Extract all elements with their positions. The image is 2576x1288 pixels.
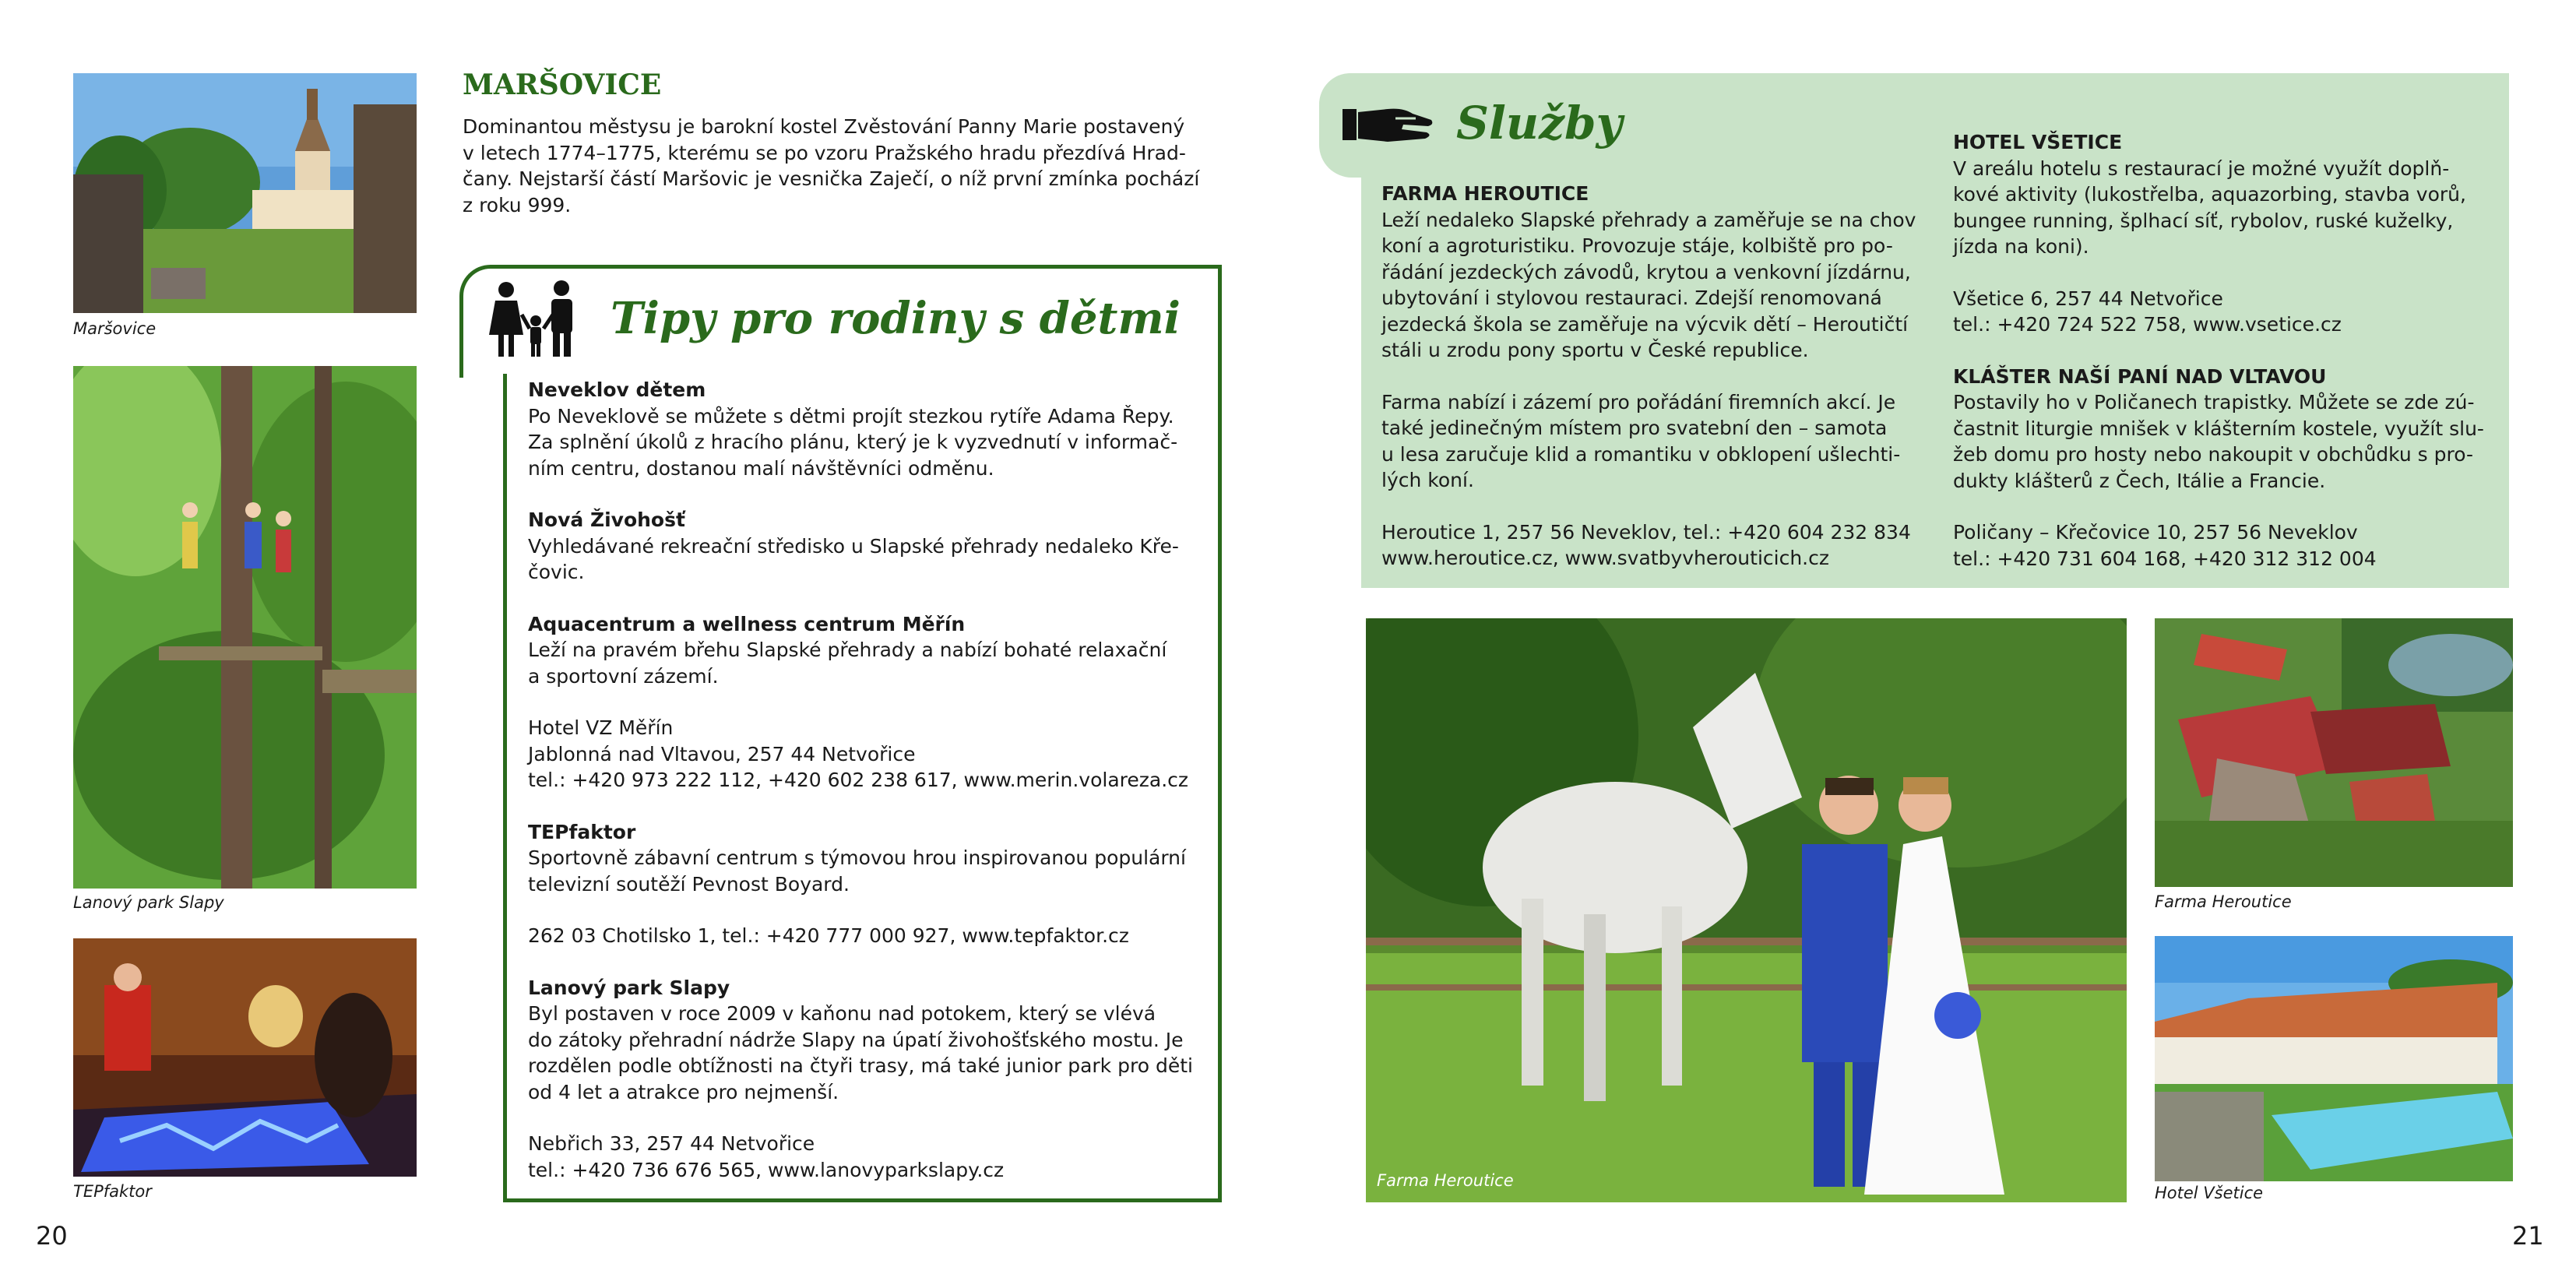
text-line: jezdecká škola se zaměřuje na výcvik dětí – Heroutičtí bbox=[1381, 312, 1909, 336]
text-line: Za splnění úkolů z hracího plánu, který je k vyzvednutí v informač- bbox=[528, 431, 1178, 453]
text-line: rozdělen podle obtížnosti na čtyři trasy, má také junior park pro děti bbox=[528, 1054, 1193, 1077]
photo-caption: Farma Heroutice bbox=[2155, 892, 2292, 911]
text-line: tel.: +420 731 604 168, +420 312 312 004 bbox=[1953, 547, 2377, 570]
entry-title: TEPfaktor bbox=[528, 820, 636, 843]
text-line: Vyhledávané rekreační středisko u Slapské přehrady nedaleko Kře- bbox=[528, 534, 1179, 558]
text-line: televizní soutěží Pevnost Boyard. bbox=[528, 872, 850, 896]
text-line: u lesa zaručuje klid a romantiku v obklopení ušlechti- bbox=[1381, 442, 1901, 466]
sluzby-entry-klaster bbox=[1953, 364, 2490, 494]
marsovice-text bbox=[463, 114, 1218, 218]
entry-title: FARMA HEROUTICE bbox=[1381, 182, 1589, 205]
page-number-right: 21 bbox=[2512, 1221, 2544, 1251]
tips-entry-lanovy-park-contact bbox=[528, 1131, 1196, 1183]
text-line: Leží na pravém břehu Slapské přehrady a nabízí bohaté relaxační bbox=[528, 639, 1167, 661]
text-line: Všetice 6, 257 44 Netvořice bbox=[1953, 287, 2223, 310]
text-line: v letech 1774–1775, kterému se po vzoru Pražského hradu přezdívá Hrad- bbox=[463, 141, 1186, 164]
hand-icon bbox=[1341, 103, 1434, 150]
text-line: žeb domu pro hosty nebo nakoupit v obchůdku s pro- bbox=[1953, 443, 2474, 466]
text-line: tel.: +420 724 522 758, www.vsetice.cz bbox=[1953, 313, 2342, 336]
text-line: ním centru, dostanou malí návštěvníci odměnu. bbox=[528, 456, 994, 480]
text-line: Farma nabízí i zázemí pro pořádání firemních akcí. Je bbox=[1381, 390, 1896, 413]
text-line: lých koní. bbox=[1381, 469, 1474, 491]
tips-entry-lanovy-park bbox=[528, 975, 1196, 1106]
sluzby-entry-klaster-contact bbox=[1953, 519, 2490, 572]
text-line: ubytování i stylovou restauraci. Zdejší renomovaná bbox=[1381, 287, 1882, 309]
sluzby-column-2 bbox=[1953, 129, 2490, 572]
entry-title: Aquacentrum a wellness centrum Měřín bbox=[528, 612, 966, 635]
text-line: tel.: +420 973 222 112, +420 602 238 617, www.merin.volareza.cz bbox=[528, 769, 1189, 791]
entry-title: HOTEL VŠETICE bbox=[1953, 131, 2123, 153]
text-line: řádání jezdeckých závodů, krytou a venkovní jízdárnu, bbox=[1381, 260, 1911, 283]
photo-hotel-vsetice bbox=[2155, 936, 2513, 1181]
text-line: častnit liturgie mnišek v klášterním kostele, využít slu- bbox=[1953, 417, 2484, 440]
text-line: koní a agroturistiku. Provozuje stáje, kolbiště pro po- bbox=[1381, 234, 1893, 257]
text-line: Byl postaven v roce 2009 v kaňonu nad potokem, který se vlévá bbox=[528, 1002, 1156, 1025]
text-line: do zátoky přehradní nádrže Slapy na úpatí živohošťského mostu. Je bbox=[528, 1028, 1184, 1051]
photo-wedding-horse bbox=[1366, 618, 2127, 1202]
photo-marsovice-church bbox=[73, 73, 417, 313]
photo-farma-aerial bbox=[2155, 618, 2513, 887]
photo-caption: Farma Heroutice bbox=[1377, 1171, 1514, 1190]
section-title-marsovice: MARŠOVICE bbox=[463, 69, 662, 101]
text-line: Dominantou městysu je barokní kostel Zvěstování Panny Marie postavený bbox=[463, 115, 1185, 138]
text-line: V areálu hotelu s restaurací je možné využít doplň- bbox=[1953, 157, 2450, 180]
text-line: Heroutice 1, 257 56 Neveklov, tel.: +420 604 232 834 bbox=[1381, 520, 1911, 544]
entry-title: KLÁŠTER NAŠÍ PANÍ NAD VLTAVOU bbox=[1953, 364, 2327, 388]
text-line: Jablonná nad Vltavou, 257 44 Netvořice bbox=[528, 742, 916, 765]
text-line: 262 03 Chotilsko 1, tel.: +420 777 000 927, www.tepfaktor.cz bbox=[528, 924, 1129, 947]
entry-title: Neveklov dětem bbox=[528, 378, 706, 401]
text-line: kové aktivity (lukostřelba, aquazorbing, stavba vorů, bbox=[1953, 183, 2466, 206]
photo-caption: Hotel Všetice bbox=[2155, 1184, 2264, 1202]
tips-list bbox=[528, 377, 1196, 1183]
text-line: tel.: +420 736 676 565, www.lanovyparkslapy.cz bbox=[528, 1158, 1005, 1181]
sluzby-column-1 bbox=[1381, 181, 1919, 572]
tips-entry-nova-zivohost bbox=[528, 507, 1196, 586]
text-line: jízda na koni). bbox=[1953, 235, 2089, 258]
tips-entry-aquacentrum bbox=[528, 611, 1196, 690]
family-icon bbox=[481, 280, 590, 358]
photo-rope-park bbox=[73, 366, 417, 889]
photo-caption: TEPfaktor bbox=[73, 1182, 152, 1201]
page-number-left: 20 bbox=[36, 1221, 68, 1251]
text-line: Sportovně zábavní centrum s týmovou hrou inspirovanou populární bbox=[528, 846, 1186, 869]
sluzby-entry-farma-heroutice bbox=[1381, 181, 1919, 364]
text-line: také jedinečným místem pro svatební den – samota bbox=[1381, 417, 1888, 439]
section-title-tips: Tipy pro rodiny s dětmi bbox=[611, 293, 1181, 344]
text-line: a sportovní zázemí. bbox=[528, 664, 719, 688]
text-line: od 4 let a atrakce pro nejmenší. bbox=[528, 1080, 839, 1103]
section-title-sluzby: Služby bbox=[1456, 97, 1623, 150]
entry-title: Lanový park Slapy bbox=[528, 976, 730, 999]
photo-caption: Lanový park Slapy bbox=[73, 893, 224, 912]
photo-tepfaktor bbox=[73, 938, 417, 1177]
text-line: Leží nedaleko Slapské přehrady a zaměřuje se na chov bbox=[1381, 208, 1916, 231]
text-line: čany. Nejstarší částí Maršovic je vesnička Zaječí, o níž první zmínka pochází bbox=[463, 167, 1200, 190]
text-line: čovic. bbox=[528, 561, 585, 583]
text-line: stáli u zrodu pony sportu v České republice. bbox=[1381, 339, 1809, 361]
text-line: bungee running, šplhací síť, rybolov, ruské kuželky, bbox=[1953, 209, 2454, 232]
tips-entry-tepfaktor-contact bbox=[528, 923, 1196, 949]
text-line: Nebřich 33, 257 44 Netvořice bbox=[528, 1132, 815, 1155]
text-line: dukty klášterů z Čech, Itálie a Francie. bbox=[1953, 469, 2326, 492]
sluzby-entry-hotel-vsetice-contact bbox=[1953, 286, 2490, 338]
text-line: z roku 999. bbox=[463, 193, 572, 216]
sluzby-entry-hotel-vsetice bbox=[1953, 129, 2490, 260]
tips-box-left-border bbox=[503, 374, 507, 1202]
text-line: Hotel VZ Měřín bbox=[528, 716, 674, 739]
tips-entry-neveklov bbox=[528, 377, 1196, 481]
tips-entry-hotel-merin-contact bbox=[528, 715, 1196, 794]
text-line: Poličany – Křečovice 10, 257 56 Neveklov bbox=[1953, 521, 2358, 544]
text-line: Po Neveklově se můžete s dětmi projít stezkou rytíře Adama Řepy. bbox=[528, 404, 1174, 428]
text-line: Postavily ho v Poličanech trapistky. Můžete se zde zú- bbox=[1953, 391, 2475, 413]
sluzby-entry-farma-contact bbox=[1381, 519, 1919, 572]
text-line: www.heroutice.cz, www.svatbyvherouticich.cz bbox=[1381, 547, 1829, 569]
sluzby-entry-farma-events bbox=[1381, 389, 1919, 494]
entry-title: Nová Živohošť bbox=[528, 509, 685, 531]
tips-entry-tepfaktor bbox=[528, 819, 1196, 898]
photo-caption: Maršovice bbox=[73, 319, 157, 338]
